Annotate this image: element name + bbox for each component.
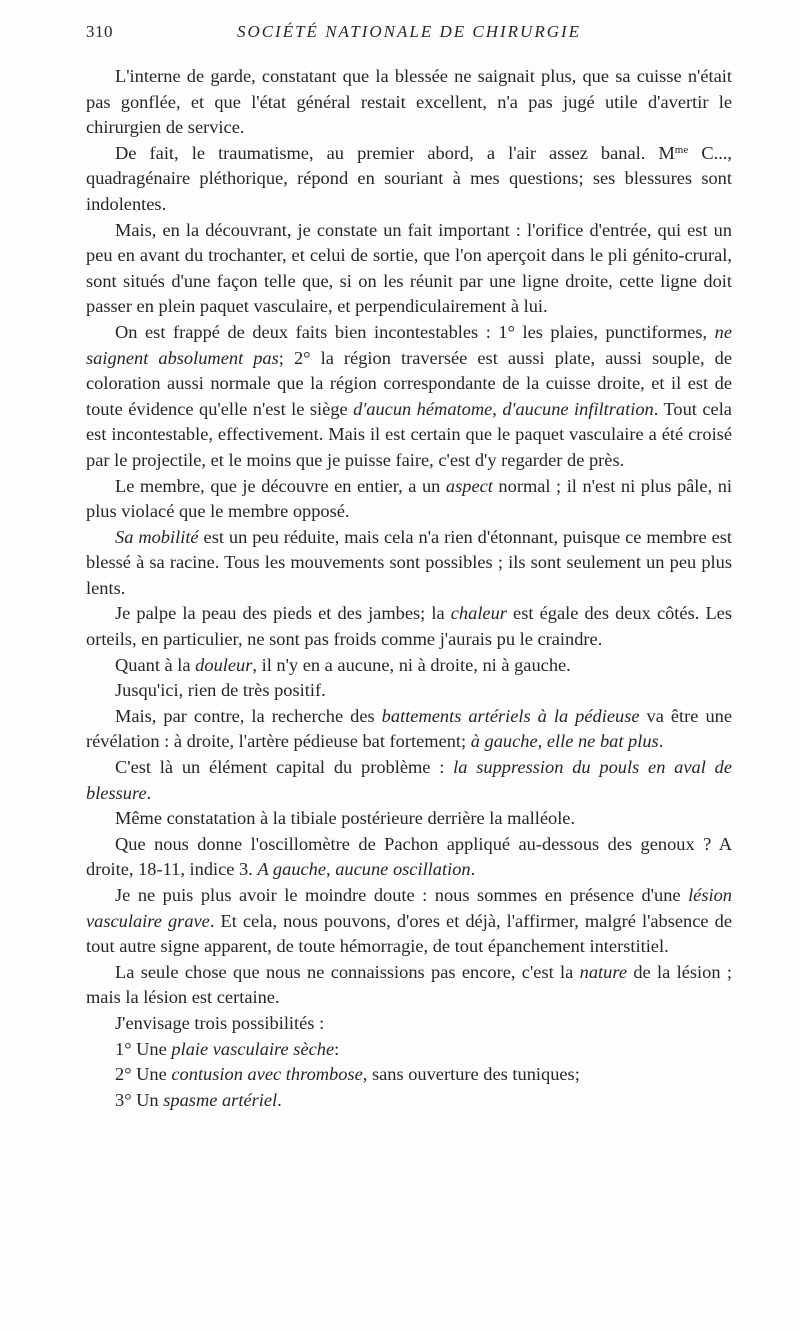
paragraph-14: Je ne puis plus avoir le moindre doute : nous sommes en présence d'une lésion vasculaire grave. Et cela, nous pouvons, d'ores et déjà, l'affirmer, malgré l'absence de tout autre signe apparent, de toute hémorragie, de tout épanchement interstitiel. [86, 885, 732, 957]
body-text [86, 64, 732, 1113]
paragraph-6: Sa mobilité est un peu réduite, mais cela n'a rien d'étonnant, puisque ce membre est blessé à sa racine. Tous les mouvements sont possibles ; ils sont seulement un peu plus lents. [86, 526, 733, 598]
emphasis: douleur [195, 654, 253, 675]
emphasis: A gauche, aucune oscillation [257, 859, 471, 880]
superscript: me [674, 143, 689, 156]
paragraph-4: On est frappé de deux faits bien incontestables : 1° les plaies, punctiformes, ne saignent absolument pas; 2° la région traversée est aussi plate, aussi souple, de coloration aussi normale que la région correspondante de la cuisse droite, et il est de toute évidence qu'elle n'est le siège d'aucun hématome, d'aucune infiltration. Tout cela est incontestable, effectivement. Mais il est certain que le paquet vasculaire a été croisé par le projectile, et le moins que je puisse faire, c'est d'y regarder de près. [86, 321, 732, 470]
page-number: 310 [86, 22, 113, 41]
emphasis: Sa mobilité [115, 526, 199, 547]
paragraph-9: Jusqu'ici, rien de très positif. [115, 680, 326, 701]
emphasis: chaleur [450, 603, 507, 624]
list-item-3: 3° Un spasme artériel. [115, 1089, 282, 1110]
paragraph-2: De fait, le traumatisme, au premier abord, a l'air assez banal. $M^{me}$ C..., quadragénaire pléthorique, répond en souriant à mes questions; ses blessures sont indolentes. [86, 142, 732, 214]
paragraph-3: Mais, en la découvrant, je constate un fait important : l'orifice d'entrée, qui est un peu en avant du trochanter, et celui de sortie, que l'on aperçoit dans le pli génito-crural, sont situés d'une façon telle que, si on les réunit par une ligne droite, cette ligne doit passer en plein paquet vasculaire, et perpendiculairement à lui. [86, 219, 732, 317]
list-item-1: 1° Une plaie vasculaire sèche: [115, 1038, 340, 1059]
emphasis: spasme artériel [163, 1089, 278, 1110]
page-header [86, 22, 732, 46]
emphasis: aspect [445, 475, 493, 496]
running-title: SOCIÉTÉ NATIONALE DE CHIRURGIE [236, 22, 582, 41]
emphasis: plaie vasculaire sèche [171, 1038, 335, 1059]
emphasis: ne saignent absolument pas [86, 321, 732, 368]
paragraph-8: Quant à la douleur, il n'y en a aucune, ni à droite, ni à gauche. [115, 654, 571, 675]
paragraph-7: Je palpe la peau des pieds et des jambes; la chaleur est égale des deux côtés. Les orteils, en particulier, ne sont pas froids comme j'aurais pu le craindre. [86, 603, 732, 650]
emphasis: lésion vasculaire grave [86, 885, 732, 931]
paragraph-13: Que nous donne l'oscillomètre de Pachon appliqué au-dessous des genoux ? A droite, 18-11, indice 3. A gauche, aucune oscillation. [86, 833, 732, 880]
emphasis: nature [579, 961, 627, 982]
paragraph-15: La seule chose que nous ne connaissions pas encore, c'est la nature de la lésion ; mais la lésion est certaine. [86, 961, 732, 1008]
emphasis: battements artériels à la pédieuse [381, 705, 640, 726]
emphasis: à gauche, elle ne bat plus [470, 731, 659, 752]
paragraph-11: C'est là un élément capital du problème : la suppression du pouls en aval de blessure. [86, 757, 732, 803]
emphasis: d'aucune infiltration [502, 398, 654, 419]
paragraph-10: Mais, par contre, la recherche des battements artériels à la pédieuse va être une révélation : à droite, l'artère pédieuse bat fortement; à gauche, elle ne bat plus. [86, 705, 733, 752]
list-item-2: 2° Une contusion avec thrombose, sans ouverture des tuniques; [115, 1064, 580, 1085]
paragraph-16: J'envisage trois possibilités : [115, 1012, 325, 1033]
paragraph-1: L'interne de garde, constatant que la blessée ne saignait plus, que sa cuisse n'était pas gonflée, et que l'état général restait excellent, n'a pas jugé utile d'avertir le chirurgien de service. [86, 66, 732, 138]
paragraph-5: Le membre, que je découvre en entier, a un aspect normal ; il n'est ni plus pâle, ni plus violacé que le membre opposé. [86, 475, 733, 522]
emphasis: d'aucun hématome [353, 398, 493, 419]
emphasis: la suppression du pouls en aval de blessure [86, 757, 732, 803]
paragraph-12: Même constatation à la tibiale postérieure derrière la malléole. [115, 808, 576, 829]
emphasis: contusion avec thrombose [171, 1064, 363, 1085]
